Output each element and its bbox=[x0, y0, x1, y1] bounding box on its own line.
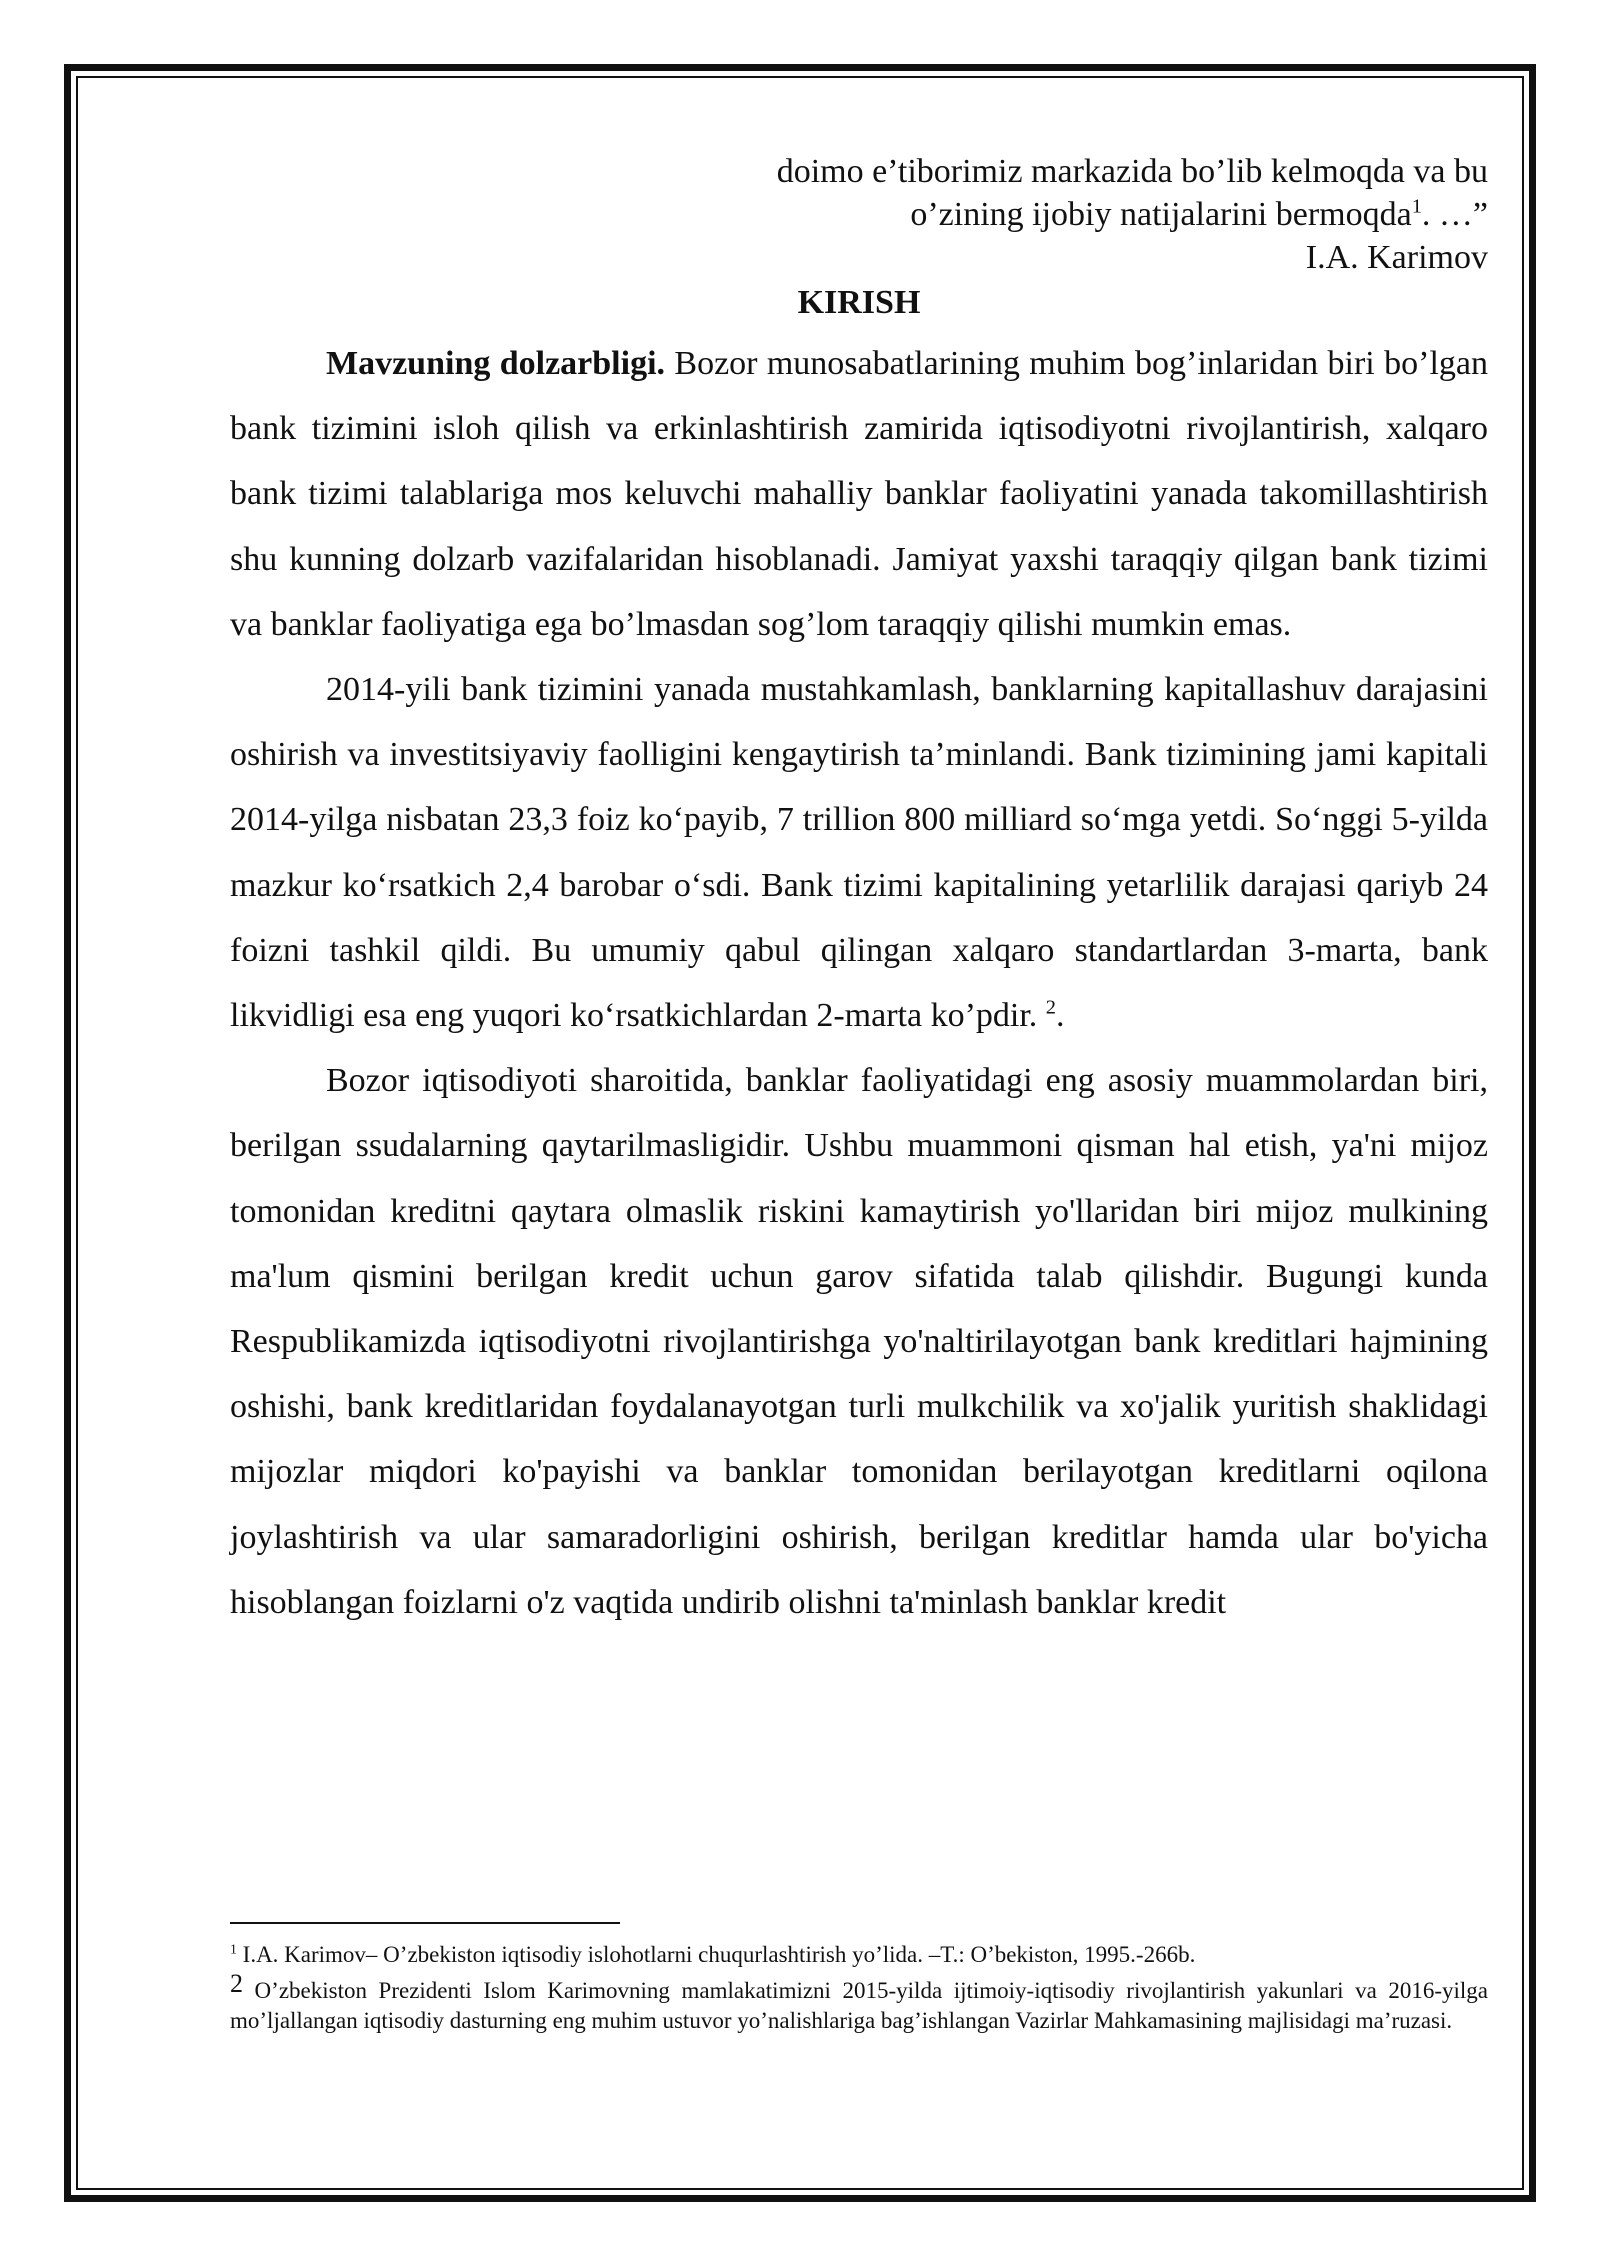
page-content bbox=[230, 150, 1488, 1635]
section-heading: KIRISH bbox=[797, 284, 921, 321]
paragraph-2 bbox=[230, 657, 1488, 1048]
footnote-1 bbox=[230, 1940, 1488, 1970]
paragraph-2-tail: . bbox=[1056, 997, 1065, 1035]
epigraph-line-2 bbox=[230, 193, 1488, 236]
paragraph-2-text: 2014-yili bank tizimini yanada mustahkamlash, banklarning kapitallashuv darajasini oshirish va investitsiyaviy faolligini kengaytirish ta’minlandi. Bank tizimining jami kapitali 2014-yilga nisbatan 23,3 foiz ko‘payib, 7 trillion 800 milliard so‘mga yetdi. So‘nggi 5-yilda mazkur ko‘rsatkich 2,4 barobar o‘sdi. Bank tizimi kapitalining yetarlilik darajasi qariyb 24 foizni tashkil qildi. Bu umumiy qabul qilingan xalqaro standartlardan 3-marta, bank likvidligi esa eng yuqori ko‘rsatkichlardan 2-marta ko’pdir. bbox=[230, 671, 1488, 1035]
footnote-ref-1[interactable]: 1 bbox=[1411, 195, 1422, 218]
paragraph-3: Bozor iqtisodiyoti sharoitida, banklar faoliyatidagi eng asosiy muammolardan biri, berilgan ssudalarning qaytarilmasligidir. Ushbu muammoni qisman hal etish, ya'ni mijoz tomonidan kreditni qaytara olmaslik riskini kamaytirish yo'llaridan biri mijoz mulkining ma'lum qismini berilgan kredit uchun garov sifatida talab qilishdir. Bugungi kunda Respublikamizda iqtisodiyotni rivojlantirishga yo'naltirilayotgan bank kreditlari hajmining oshishi, bank kreditlaridan foydalanayotgan turli mulkchilik va xo'jalik yuritish shaklidagi mijozlar miqdori ko'payishi va banklar tomonidan berilayotgan kreditlarni oqilona joylashtirish va ular samaradorligini oshirish, berilgan kreditlar hamda ular bo'yicha hisoblangan foizlarni o'z vaqtida undirib olishni ta'minlash banklar kredit bbox=[230, 1062, 1488, 1621]
paragraph-1 bbox=[230, 331, 1488, 657]
footnote-2-mark: 2 bbox=[230, 1969, 243, 1998]
epigraph-author: I.A. Karimov bbox=[1305, 239, 1488, 276]
footnotes bbox=[230, 1940, 1488, 2042]
footnote-separator bbox=[230, 1922, 620, 1924]
epigraph-line-2-text: o’zining ijobiy natijalarini bermoqda bbox=[910, 196, 1412, 233]
footnote-2-text: O’zbekiston Prezidenti Islom Karimovning mamlakatimizni 2015-yilda ijtimoiy-iqtisodiy rivojlantirish yakunlari va 2016-yilga mo’ljallangan iqtisodiy dasturning eng muhim ustuvor yo’nalishlariga bag’ishlangan Vazirlar Mahkamasining majlisidagi ma’ruzasi. bbox=[230, 1978, 1488, 2033]
epigraph bbox=[230, 150, 1488, 279]
footnote-1-text: I.A. Karimov– O’zbekiston iqtisodiy islohotlarni chuqurlashtirish yo’lida. –T.: O’bekiston, 1995.-266b. bbox=[236, 1942, 1196, 1967]
paragraph-1-lead: Mavzuning dolzarbligi. bbox=[326, 345, 666, 382]
footnote-2 bbox=[230, 1969, 1488, 2036]
epigraph-line-2-tail: . …” bbox=[1421, 196, 1488, 233]
footnote-1-mark: 1 bbox=[230, 1941, 237, 1957]
paragraph-1-text: Bozor munosabatlarining muhim bog’inlaridan biri bo’lgan bank tizimini isloh qilish va erkinlashtirish zamirida iqtisodiyotni rivojlantirish, xalqaro bank tizimi talablariga mos keluvchi mahalliy banklar faoliyatini yanada takomillashtirish shu kunning dolzarb vazifalaridan hisoblanadi. Jamiyat yaxshi taraqqiy qilgan bank tizimi va banklar faoliyatiga ega bo’lmasdan sog’lom taraqqiy qilishi mumkin emas. bbox=[230, 345, 1488, 643]
footnote-ref-2[interactable]: 2 bbox=[1045, 996, 1056, 1019]
epigraph-line-1: doimo e’tiborimiz markazida bo’lib kelmoqda va bu bbox=[776, 153, 1488, 190]
